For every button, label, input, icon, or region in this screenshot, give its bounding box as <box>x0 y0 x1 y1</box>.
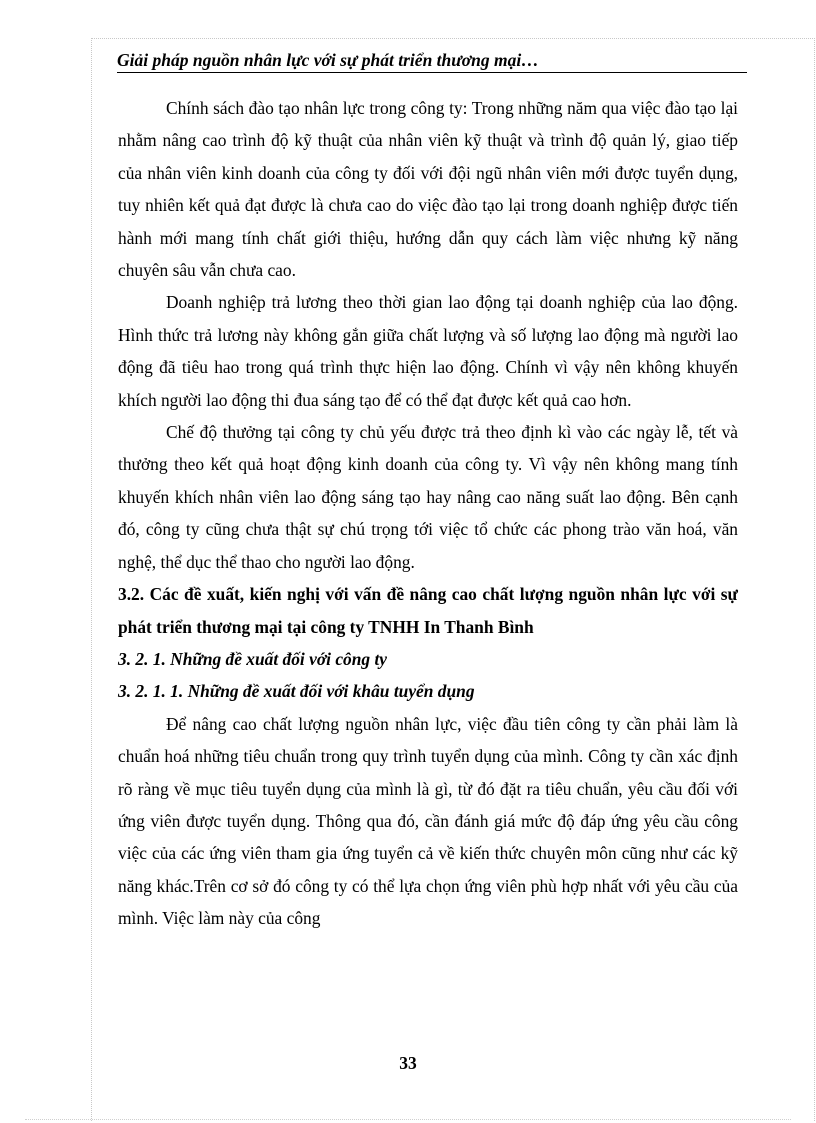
paragraph-bonus: Chế độ thưởng tại công ty chủ yếu được trả theo định kì vào các ngày lễ, tết và thưởng theo kết quả hoạt động kinh doanh của công ty. Vì vậy nên không mang tính khuyến khích nhân viên lao động sáng tạo hay nâng cao năng suất lao động. Bên cạnh đó, công ty cũng chưa thật sự chú trọng tới việc tổ chức các phong trào văn hoá, văn nghệ, thể dục thể thao cho người lao động. <box>118 422 738 572</box>
document-body <box>118 92 738 935</box>
page-edge-divider <box>25 1119 791 1120</box>
paragraph-training-policy: Chính sách đào tạo nhân lực trong công ty: Trong những năm qua việc đào tạo lại nhằm nâng cao trình độ kỹ thuật của nhân viên kỹ thuật và trình độ quản lý, giao tiếp của nhân viên kinh doanh của công ty đối với đội ngũ nhân viên mới được tuyển dụng, tuy nhiên kết quả đạt được là chưa cao do việc đào tạo lại trong doanh nghiệp được tiến hành mới mang tính chất giới thiệu, hướng dẫn quy cách làm việc nhưng kỹ năng chuyên sâu vẫn chưa cao. <box>118 98 738 281</box>
section-heading-3-2-1-1: 3. 2. 1. 1. Những đề xuất đối với khâu tuyển dụng <box>118 681 475 702</box>
running-header: Giải pháp nguồn nhân lực với sự phát triển thương mại… <box>117 48 747 73</box>
paragraph-recruitment: Để nâng cao chất lượng nguồn nhân lực, việc đầu tiên công ty cần phải làm là chuẩn hoá những tiêu chuẩn trong quy trình tuyển dụng của mình. Công ty cần xác định rõ ràng về mục tiêu tuyển dụng của mình là gì, từ đó đặt ra tiêu chuẩn, yêu cầu đối với ứng viên được tuyển dụng. Thông qua đó, cần đánh giá mức độ đáp ứng yêu cầu công việc của các ứng viên tham gia ứng tuyển cả về kiến thức chuyên môn cũng như các kỹ năng khác.Trên cơ sở đó công ty có thể lựa chọn ứng viên phù hợp nhất với yêu cầu của mình. Việc làm này của công <box>118 713 738 929</box>
section-heading-3-2-1: 3. 2. 1. Những đề xuất đối với công ty <box>118 648 388 669</box>
page-number: 33 <box>399 1053 417 1073</box>
section-heading-3-2: 3.2. Các đề xuất, kiến nghị với vấn đề nâng cao chất lượng nguồn nhân lực với sự phát triển thương mại tại công ty TNHH In Thanh Bình <box>118 584 738 637</box>
paragraph-salary: Doanh nghiệp trả lương theo thời gian lao động tại doanh nghiệp của lao động. Hình thức trả lương này không gắn giữa chất lượng và số lượng lao động mà người lao động đã tiêu hao trong quá trình thực hiện lao động. Chính vì vậy nên không khuyến khích người lao động thi đua sáng tạo để có thể đạt được kết quả cao hơn. <box>118 292 738 410</box>
